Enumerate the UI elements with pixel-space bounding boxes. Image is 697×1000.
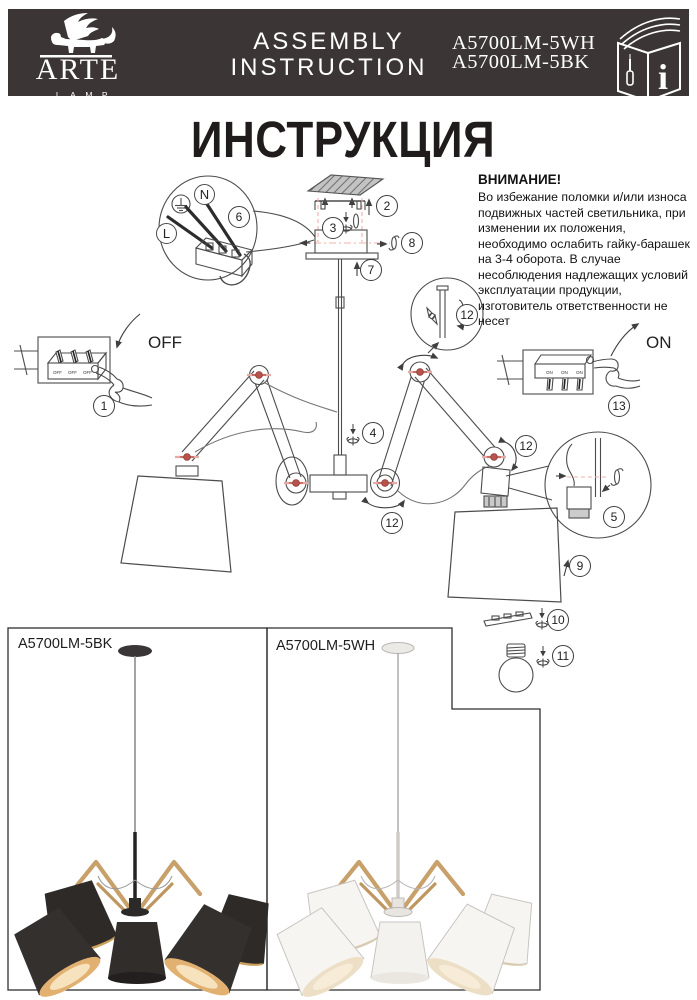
callout-7: 7 bbox=[360, 259, 382, 281]
svg-text:OFF: OFF bbox=[83, 370, 92, 375]
callout-5: 5 bbox=[603, 506, 625, 528]
wiring-detail-bubble bbox=[159, 176, 315, 285]
callout-9: 9 bbox=[569, 555, 591, 577]
model-numbers bbox=[452, 34, 608, 72]
bulb-icon bbox=[499, 644, 549, 692]
svg-text:ON: ON bbox=[561, 370, 568, 375]
callout-3: 3 bbox=[322, 217, 344, 239]
callout-11: 11 bbox=[552, 645, 574, 667]
shade-ring bbox=[484, 608, 548, 630]
callout-12-elbow: 12 bbox=[515, 435, 537, 457]
header-title-line2: INSTRUCTION bbox=[230, 54, 428, 81]
info-glyph: i bbox=[657, 57, 669, 97]
header-title-line1: ASSEMBLY bbox=[253, 28, 405, 55]
svg-text:OFF: OFF bbox=[53, 370, 62, 375]
model-number-white: A5700LM-5WH bbox=[452, 32, 596, 54]
brand-word: LAMP bbox=[55, 90, 118, 100]
svg-text:ON: ON bbox=[546, 370, 553, 375]
brand-name: ARTE bbox=[35, 53, 121, 86]
product-label-white: A5700LM-5WH bbox=[276, 638, 376, 654]
left-arm bbox=[121, 366, 337, 573]
off-switch-drawing bbox=[14, 314, 152, 406]
wire-l-label: L bbox=[156, 223, 177, 244]
warning-block bbox=[478, 172, 697, 330]
page-title: ИНСТРУКЦИЯ bbox=[190, 112, 496, 169]
svg-text:ON: ON bbox=[576, 370, 583, 375]
callout-1: 1 bbox=[93, 395, 115, 417]
warning-text: Во избежание поломки и/или износа подвижных частей светильника, при изменении их положения, необходимо ослабить гайку-барашек на 3-4 оборота. В случае несоблюдения надлежащих условий эксплуатации продукции, изготовитель ответственности не несет bbox=[478, 190, 690, 328]
callout-13: 13 bbox=[608, 395, 630, 417]
product-label-black: A5700LM-5BK bbox=[18, 636, 113, 652]
on-switch-drawing bbox=[497, 324, 640, 394]
callout-8: 8 bbox=[401, 232, 423, 254]
product-photo-white bbox=[269, 643, 541, 1000]
callout-4: 4 bbox=[362, 422, 384, 444]
hand-icon bbox=[592, 359, 640, 388]
callout-6: 6 bbox=[228, 206, 250, 228]
product-photo-black bbox=[6, 645, 278, 1000]
svg-text:OFF: OFF bbox=[68, 370, 77, 375]
screwdriver-icon bbox=[627, 54, 633, 85]
off-label: OFF bbox=[148, 333, 182, 352]
header-title bbox=[222, 29, 436, 81]
header bbox=[8, 9, 689, 100]
on-label: ON bbox=[646, 333, 672, 352]
wires bbox=[168, 198, 240, 255]
callout-10: 10 bbox=[547, 609, 569, 631]
wire-n-label: N bbox=[194, 184, 215, 205]
callout-2: 2 bbox=[376, 195, 398, 217]
ceiling-mount bbox=[299, 175, 399, 276]
right-arm bbox=[368, 343, 568, 602]
model-number-black: A5700LM-5BK bbox=[452, 51, 590, 73]
rod-and-hub bbox=[310, 259, 367, 499]
warning-heading: ВНИМАНИЕ! bbox=[478, 172, 562, 187]
callout-12-detail: 12 bbox=[456, 304, 478, 326]
manual-book-icon bbox=[606, 13, 692, 105]
callout-12-hub: 12 bbox=[381, 512, 403, 534]
